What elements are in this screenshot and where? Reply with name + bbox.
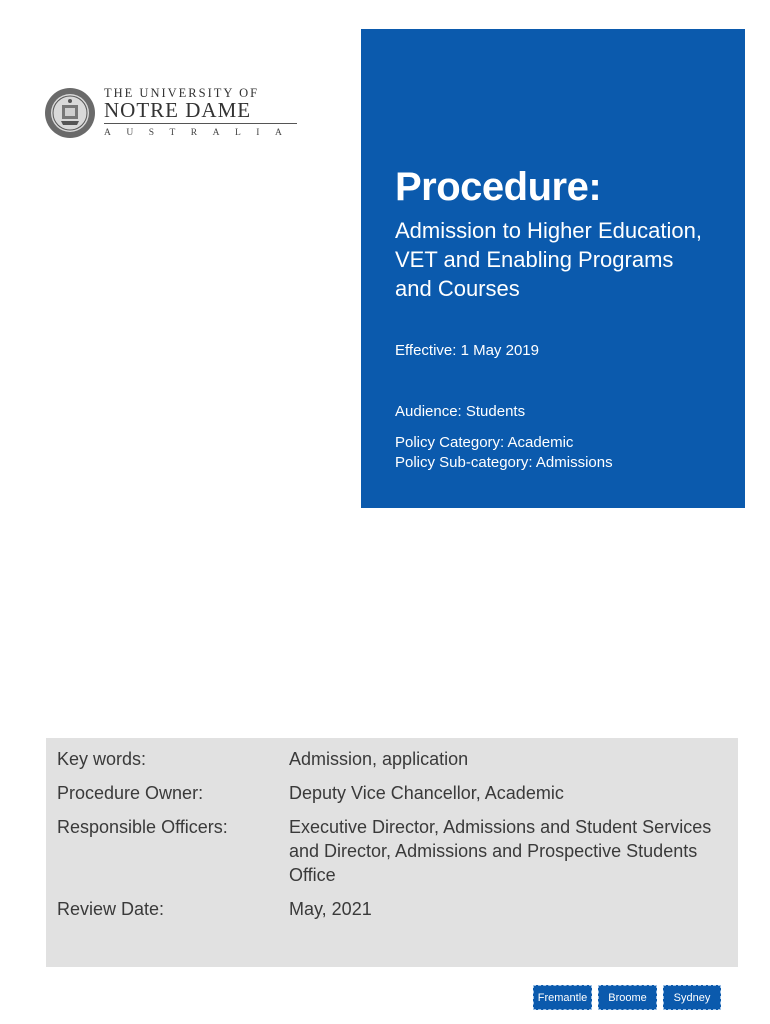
owner-value: Deputy Vice Chancellor, Academic <box>289 783 564 803</box>
procedure-title-panel <box>361 29 745 508</box>
procedure-title: Procedure: <box>395 165 602 209</box>
keywords-label: Key words: <box>57 749 147 769</box>
university-logo <box>44 86 297 140</box>
review-value: May, 2021 <box>289 899 372 919</box>
keywords-value: Admission, application <box>289 749 469 769</box>
officers-value: Executive Director, Admissions and Student Services and Director, Admissions and Prospective Students Office <box>289 817 712 885</box>
university-seal-icon <box>44 87 96 139</box>
campus-sydney: Sydney <box>663 985 721 1010</box>
policy-subcategory: Policy Sub-category: Admissions <box>395 454 613 471</box>
procedure-info-box <box>46 738 738 967</box>
policy-category-block <box>395 433 613 473</box>
effective-date: Effective: 1 May 2019 <box>395 342 539 359</box>
logo-line-australia: AUSTRALIA <box>104 128 298 138</box>
logo-line-notre-dame: NOTRE DAME <box>104 100 297 124</box>
audience: Audience: Students <box>395 403 526 420</box>
logo-line-university-of: THE UNIVERSITY OF <box>104 86 260 100</box>
officers-label: Responsible Officers: <box>57 817 228 837</box>
policy-category: Policy Category: Academic <box>395 434 574 451</box>
procedure-subtitle: Admission to Higher Education, VET and Enabling Programs and Courses <box>395 218 702 301</box>
review-label: Review Date: <box>57 899 165 919</box>
campus-broome: Broome <box>598 985 657 1010</box>
campus-fremantle: Fremantle <box>533 985 592 1010</box>
owner-label: Procedure Owner: <box>57 783 204 803</box>
